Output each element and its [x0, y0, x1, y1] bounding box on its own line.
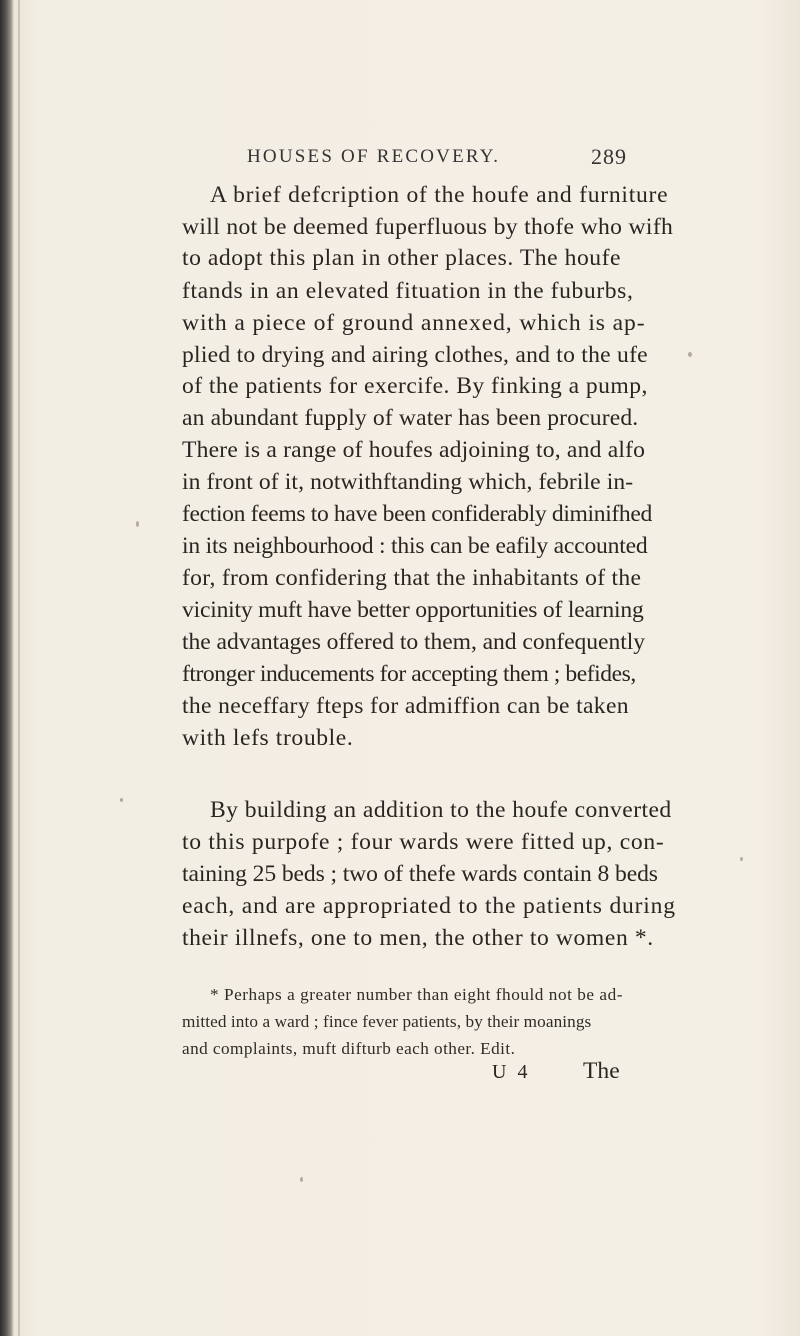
- text-line: the neceffary fteps for admiffion can be taken: [182, 693, 629, 719]
- book-binding-edge: [0, 0, 14, 1336]
- signature-mark: U 4: [492, 1061, 531, 1083]
- text-line: of the patients for exercife. By finking a pump,: [182, 373, 648, 399]
- footnote-line: mitted into a ward ; fince fever patients, by their moanings: [182, 1012, 592, 1031]
- gutter-shadow: [18, 0, 20, 1336]
- text-line: fection feems to have been confiderably diminifhed: [182, 501, 652, 527]
- running-head-title: HOUSES OF RECOVERY.: [247, 146, 501, 167]
- text-line: with a piece of ground annexed, which is ap-: [182, 310, 646, 336]
- text-line: vicinity muft have better opportunities of learning: [182, 597, 644, 623]
- text-line: A brief defcription of the houfe and furniture: [210, 182, 669, 208]
- text-line: to adopt this plan in other places. The houfe: [182, 245, 622, 271]
- text-line: each, and are appropriated to the patients during: [182, 893, 676, 919]
- text-line: ftronger inducements for accepting them ; befides,: [182, 661, 636, 687]
- text-line: the advantages offered to them, and confequently: [182, 629, 645, 655]
- text-line: an abundant fupply of water has been procured.: [182, 405, 639, 431]
- text-line: with lefs trouble.: [182, 725, 354, 751]
- text-line: By building an addition to the houfe converted: [210, 797, 672, 823]
- text-line: taining 25 beds ; two of thefe wards contain 8 beds: [182, 861, 658, 887]
- paper-speck: [688, 352, 692, 357]
- text-line: for, from confidering that the inhabitants of the: [182, 565, 642, 591]
- footnote-line: * Perhaps a greater number than eight fhould not be ad-: [210, 985, 624, 1004]
- text-line: There is a range of houfes adjoining to, and alfo: [182, 437, 646, 463]
- footnote-line: and complaints, muft difturb each other. Edit.: [182, 1039, 516, 1058]
- text-line: will not be deemed fuperfluous by thofe who wifh: [182, 214, 674, 240]
- catchword: The: [583, 1058, 620, 1084]
- text-line: their illnefs, one to men, the other to women *.: [182, 925, 654, 951]
- paper-speck: [120, 798, 123, 802]
- running-head: [247, 146, 627, 174]
- page-number: 289: [591, 144, 627, 169]
- text-line: ftands in an elevated fituation in the fuburbs,: [182, 278, 634, 304]
- paper-speck: [300, 1177, 303, 1182]
- text-line: in front of it, notwithftanding which, febrile in-: [182, 469, 634, 495]
- paper-speck: [740, 857, 743, 861]
- text-line: plied to drying and airing clothes, and to the ufe: [182, 342, 648, 368]
- text-line: in its neighbourhood : this can be eafily accounted: [182, 533, 648, 559]
- text-line: to this purpofe ; four wards were fitted up, con-: [182, 829, 665, 855]
- paper-speck: [136, 521, 139, 527]
